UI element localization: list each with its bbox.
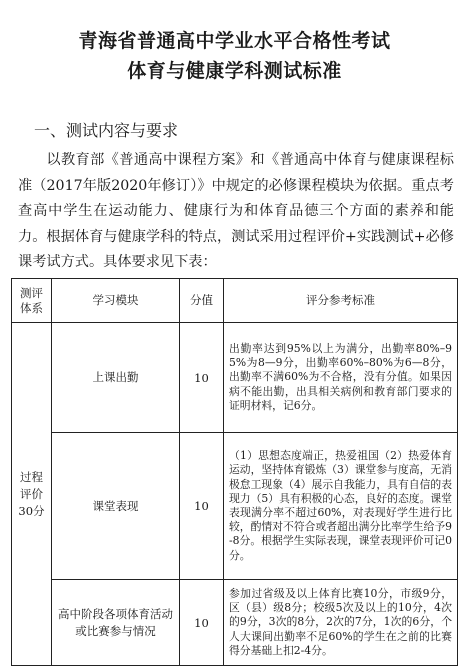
intro-paragraph: 以教育部《普通高中课程方案》和《普通高中体育与健康课程标准（2017年版2020年修订）》中规定的必修课程模块为依据。重点考查高中学生在运动能力、健康行为和体育品德三个方面的素养和能力。根据体育与健康学科的特点，测试采用过程评价+实践测试+必修课考试方式。具体要求见下表： bbox=[18, 152, 454, 270]
group-label-line1: 过程 bbox=[20, 469, 43, 484]
module-cell: 课堂表现 bbox=[52, 433, 180, 580]
group-cell-process-evaluation bbox=[12, 323, 52, 666]
table-header-row bbox=[12, 279, 458, 323]
scoring-table bbox=[11, 278, 458, 666]
table-row bbox=[12, 323, 458, 433]
score-cell: 10 bbox=[180, 580, 224, 666]
score-cell: 10 bbox=[180, 433, 224, 580]
standard-cell: 出勤率达到95%以上为满分，出勤率80%–95%为8—9分，出勤率60%–80%为6—8分，出勤率不满60%为不合格，没有分值。如果因病不能出勤，出具相关病例和教育部门要求的证明材料，记6分。 bbox=[224, 323, 458, 433]
header-system-label: 测评体系 bbox=[20, 285, 43, 315]
module-cell: 高中阶段各项体育活动或比赛参与情况 bbox=[52, 580, 180, 666]
group-label-line3: 30分 bbox=[18, 503, 45, 518]
document-title-line2: 体育与健康学科测试标准 bbox=[127, 60, 342, 82]
document-title-line1: 青海省普通高中学业水平合格性考试 bbox=[78, 30, 391, 52]
score-cell: 10 bbox=[180, 323, 224, 433]
header-standard: 评分参考标准 bbox=[224, 279, 458, 323]
module-cell: 上课出勤 bbox=[52, 323, 180, 433]
group-label-line2: 评价 bbox=[20, 486, 43, 501]
section-heading: 一、测试内容与要求 bbox=[34, 121, 179, 140]
standard-cell: （1）思想态度端正，热爱祖国（2）热爱体育运动，坚持体育锻炼（3）课堂参与度高，无消极怠工现象（4）展示自我能力，具有自信的表现力（5）具有积极的心态，良好的态度。课堂表现满分率不超过60%，对表现好学生进行比较，酌情对不符合或者超出满分比率学生给予9-8分。根据学生实际表现，课堂表现评价可记0分。 bbox=[224, 433, 458, 580]
header-system bbox=[12, 279, 52, 323]
header-module: 学习模块 bbox=[52, 279, 180, 323]
standard-cell: 参加过省级及以上体育比赛10分，市级9分，区（县）级8分；校级5次及以上的10分，4次的9分，3次的8分，2次的7分，1次的6分，个人大课间出勤率不足60%的学生在之前的比赛得分基础上扣2-4分。 bbox=[224, 580, 458, 666]
table-row bbox=[12, 580, 458, 666]
table-row bbox=[12, 433, 458, 580]
header-score: 分值 bbox=[180, 279, 224, 323]
